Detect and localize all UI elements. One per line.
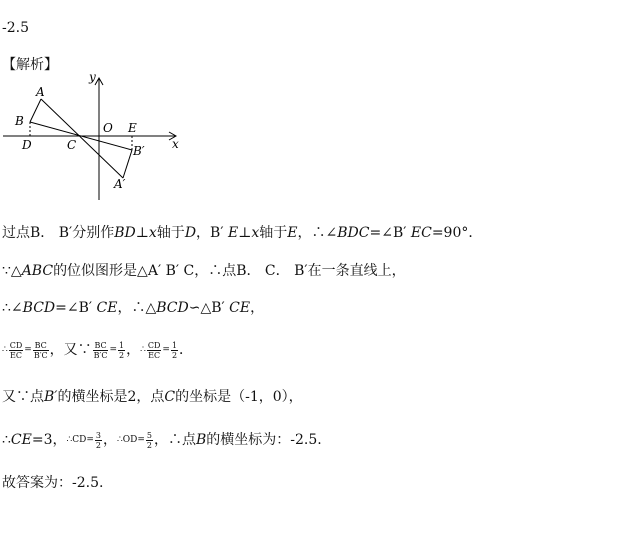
text-span: ，∴∠ [297,225,338,241]
math-span: D [184,225,197,241]
math-span: C [164,389,176,405]
equals-sign: = [86,435,94,445]
label-O: O [103,121,113,135]
text-span: 轴于 [156,225,185,241]
label-y: y [89,70,96,84]
solution-line-2 [2,262,406,280]
fraction-denominator: EC [10,350,22,360]
fraction-denominator: 2 [119,350,125,360]
fraction-numerator: CD [147,340,161,350]
math-span: E [227,225,239,241]
text-span: ，又∵ [49,342,92,358]
math-span: B [195,432,207,448]
text-span: ⊥ [238,225,252,241]
math-span: B′ [44,389,58,405]
text-span: ⊥ [135,225,149,241]
math-span: CE [96,300,118,316]
label-D: D [22,138,32,152]
segment-A-Aprime [41,99,123,178]
math-span: EC [410,225,432,241]
final-answer-line: 故答案为：-2.5. [2,475,104,491]
text-span: =∠B′ [55,300,97,316]
fraction-denominator: B′C [33,350,48,360]
equals-sign: = [137,435,145,445]
fraction-three-halves [95,431,102,450]
text-span: 又∵点 [2,389,44,405]
label-x: x [172,137,179,151]
text-span: ， [126,342,141,358]
fraction-numerator: 5 [146,430,152,440]
equals-sign: = [24,345,32,355]
fraction-denominator: 2 [146,440,152,450]
fraction-denominator: EC [148,350,161,360]
text-span: ，∴点 [153,432,196,448]
segment-AB [30,99,41,122]
math-span: CE [10,432,32,448]
fraction-bc-bprimec-2 [93,341,109,360]
math-span: BCD [22,300,56,316]
fraction-numerator: BC [34,340,47,350]
answer-text: -2.5 [2,20,29,36]
fraction-denominator: 2 [171,350,178,360]
math-span: E [287,225,298,241]
text-span: ∽△B′ [188,300,230,316]
fraction-denominator: B′C [93,350,108,360]
fraction-one-half-2 [171,341,178,360]
math-span: CD [72,435,87,445]
geometry-figure [0,70,200,200]
text-span: 轴于 [259,225,288,241]
text-span: 的横坐标是2，点 [57,389,165,405]
label-A: A [36,85,45,99]
solution-line-6 [2,428,322,452]
text-span: ， [102,432,117,448]
label-E: E [128,121,137,135]
text-span: ，B′ [196,225,228,241]
fraction-numerator: 1 [119,340,125,350]
math-span: OD [122,435,138,445]
fraction-numerator: 3 [95,430,101,440]
text-span: ∴ [2,432,11,448]
text-span: ∵△ [2,263,22,279]
text-span: 的坐标是（-1，0）， [175,389,303,405]
solution-line-3 [2,299,264,317]
fraction-one-half [118,341,125,360]
text-span: 的横坐标为：-2.5. [206,432,322,448]
math-span: CE [229,300,251,316]
fraction-numerator: 1 [171,340,178,350]
label-B: B [15,114,24,128]
therefore-symbol: ∴ [140,345,146,355]
solution-line-1 [2,224,482,242]
label-A-prime: A′ [114,177,126,191]
text-span: ． [179,342,194,358]
solution-line-4 [2,338,193,362]
solution-line-5 [2,388,303,406]
math-span: x [251,225,260,241]
fraction-denominator: 2 [95,440,101,450]
text-span: ， [250,300,265,316]
therefore-symbol: ∴ [66,435,73,445]
equals-sign: = [109,345,118,355]
fraction-numerator: BC [94,340,107,350]
section-title: 【解析】 [2,57,58,73]
equals-sign: = [162,345,170,355]
therefore-symbol: ∴ [116,435,123,445]
text-span: ，∴△ [117,300,157,316]
math-span: x [148,225,157,241]
text-span: =90°． [431,225,483,241]
fraction-cd-ec [9,341,24,360]
fraction-bc-bprimec [33,341,49,360]
math-span: BCD [156,300,189,316]
segment-Aprime-Bprime [123,150,132,178]
math-span: BD [114,225,136,241]
text-span: 过点B． B′分别作 [2,225,115,241]
text-span: ∴∠ [2,300,23,316]
math-span: ABC [21,263,54,279]
math-span: BDC [337,225,370,241]
label-B-prime: B′ [133,144,145,158]
text-span: 的位似图形是△A′ B′ C，∴点B． C． B′在一条直线上， [53,263,406,279]
fraction-cd-ec-2 [147,341,162,360]
text-span: =3， [31,432,67,448]
text-span: =∠B′ [369,225,411,241]
label-C: C [67,138,77,152]
therefore-symbol: ∴ [2,345,8,355]
fraction-five-halves [146,431,153,450]
fraction-numerator: CD [9,340,23,350]
